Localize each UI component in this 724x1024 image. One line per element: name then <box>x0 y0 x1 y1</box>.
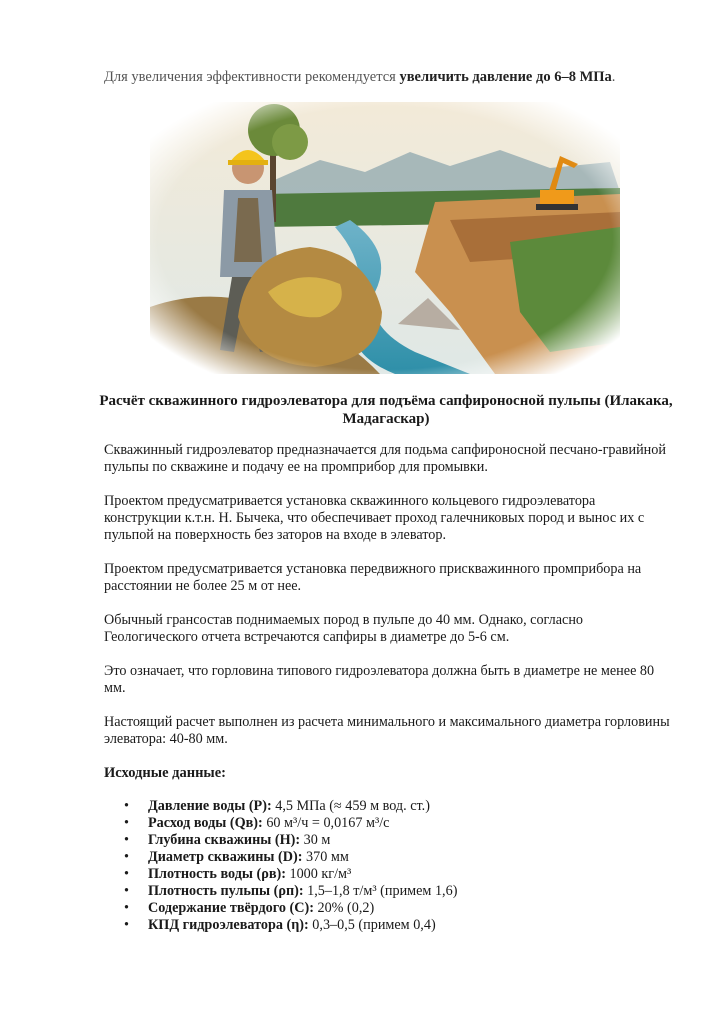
param-solid-content <box>104 900 670 917</box>
param-value: 1000 кг/м³ <box>285 866 352 882</box>
param-label: Плотность воды (ρв): <box>148 866 286 882</box>
param-efficiency <box>104 917 670 934</box>
param-well-diameter <box>104 849 670 866</box>
param-well-depth <box>104 832 670 849</box>
bullet: • <box>124 832 129 848</box>
params-heading: Исходные данные: <box>104 765 227 781</box>
param-pulp-density <box>104 883 670 900</box>
bullet: • <box>124 849 129 865</box>
paragraph-purpose: Скважинный гидроэлеватор предназначается для подьма сапфироносной песчано-гравийной пульпы по скважине и подачу ее на промприбор для промывки. <box>104 442 666 475</box>
bullet: • <box>124 815 129 831</box>
param-label: Давление воды (P): <box>148 798 272 814</box>
param-label: КПД гидроэлеватора (η): <box>148 917 309 933</box>
paragraph-throat-size: Это означает, что горловина типового гидроэлеватора должна быть в диаметре не менее 80 мм. <box>104 663 655 696</box>
mining-illustration <box>150 102 620 374</box>
param-value: 20% (0,2) <box>313 900 375 916</box>
bullet: • <box>124 798 129 814</box>
bullet: • <box>124 866 129 882</box>
document-title: Расчёт скважинного гидроэлеватора для подъёма сапфироносной пульпы (Илакака, Мадагаскар) <box>99 393 673 427</box>
paragraph-elevator-design: Проектом предусматривается установка скважинного кольцевого гидроэлеватора конструкции к.т.н. Н. Бычека, что обеспечивает проход галечниковых пород и вынос их с пульпой на поверхность без заторов на входе в элеватор. <box>104 493 645 543</box>
intro-text: Для увеличения эффективности рекомендуется <box>104 69 400 85</box>
bullet: • <box>124 900 129 916</box>
param-value: 4,5 МПа (≈ 459 м вод. ст.) <box>271 798 430 814</box>
param-water-density <box>104 866 670 883</box>
paragraph-grain-size: Обычный грансостав поднимаемых пород в пульпе до 40 мм. Однако, согласно Геологического отчета встречаются сапфиры в диаметре до 5-6 см. <box>104 612 584 645</box>
param-label: Глубина скважины (H): <box>148 832 301 848</box>
param-value: 30 м <box>300 832 331 848</box>
param-value: 370 мм <box>302 849 349 865</box>
param-label: Содержание твёрдого (C): <box>148 900 314 916</box>
param-water-pressure <box>104 798 670 815</box>
intro-bold: увеличить давление до 6–8 МПа <box>399 69 612 85</box>
param-label: Диаметр скважины (D): <box>148 849 303 865</box>
param-value: 0,3–0,5 (примем 0,4) <box>308 917 436 933</box>
intro-paragraph <box>104 69 664 86</box>
bullet: • <box>124 917 129 933</box>
document-body <box>104 442 670 934</box>
param-water-flow <box>104 815 670 832</box>
paragraph-processing-plant: Проектом предусматривается установка передвижного прискважинного промприбора на расстоянии не более 25 м от нее. <box>104 561 642 594</box>
param-value: 1,5–1,8 т/м³ (примем 1,6) <box>303 883 458 899</box>
param-value: 60 м³/ч = 0,0167 м³/с <box>262 815 390 831</box>
intro-end: . <box>611 69 616 85</box>
param-label: Плотность пульпы (ρп): <box>148 883 304 899</box>
bullet: • <box>124 883 129 899</box>
params-list <box>104 798 670 934</box>
paragraph-calc-range: Настоящий расчет выполнен из расчета минимального и максимального диаметра горловины элеватора: 40-80 мм. <box>104 714 670 747</box>
param-label: Расход воды (Qв): <box>148 815 263 831</box>
